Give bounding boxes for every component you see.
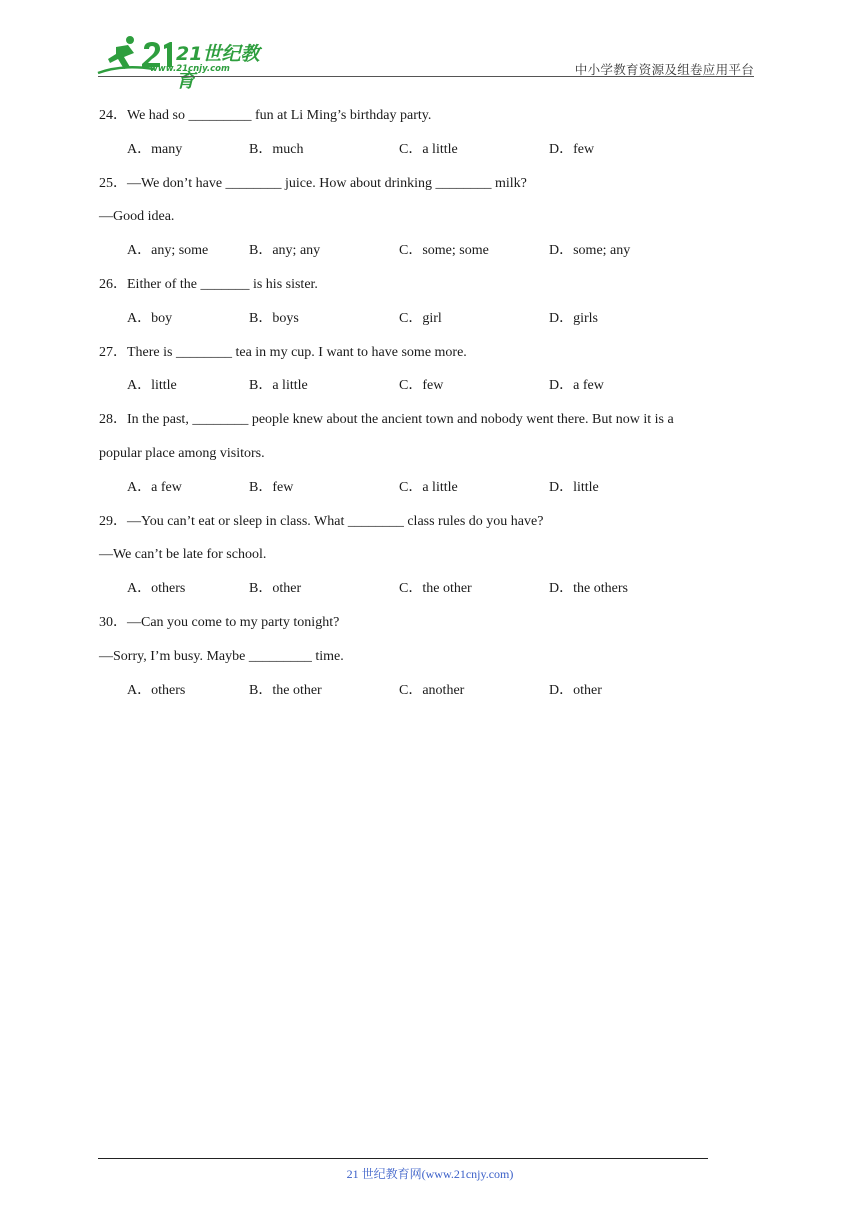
option-a: A．any; some: [127, 243, 209, 258]
question-25-response: —Good idea.: [99, 209, 175, 224]
option-b: B．a little: [249, 378, 308, 393]
option-d: D．a few: [549, 378, 604, 393]
option-b: B．any; any: [249, 243, 321, 258]
question-26-stem: 26．Either of the _______ is his sister.: [99, 277, 318, 292]
option-c: C．the other: [399, 581, 472, 596]
footer-link[interactable]: 21 世纪教育网(www.21cnjy.com): [346, 1167, 514, 1181]
footer-divider: [98, 1158, 708, 1159]
question-30-stem: 30．—Can you come to my party tonight?: [99, 615, 340, 630]
option-d: D．other: [549, 683, 602, 698]
site-logo: [94, 33, 264, 92]
question-28-stem-continued: popular place among visitors.: [99, 446, 265, 461]
option-c: C．a little: [399, 480, 458, 495]
option-c: C．a little: [399, 142, 458, 157]
option-d: D．some; any: [549, 243, 631, 258]
option-b: B．few: [249, 480, 294, 495]
question-28-stem: 28．In the past, ________ people knew about the ancient town and nobody went there. But now it is a: [99, 412, 674, 427]
option-c: C．some; some: [399, 243, 489, 258]
question-25-stem: 25．—We don’t have ________ juice. How about drinking ________ milk?: [99, 176, 527, 191]
question-24-stem: 24．We had so _________ fun at Li Ming’s birthday party.: [99, 108, 432, 123]
option-b: B．the other: [249, 683, 322, 698]
option-c: C．few: [399, 378, 444, 393]
option-a: A．boy: [127, 311, 173, 326]
platform-tagline: 中小学教育资源及组卷应用平台: [574, 63, 754, 77]
option-b: B．much: [249, 142, 304, 157]
question-27-stem: 27．There is ________ tea in my cup. I want to have some more.: [99, 345, 467, 360]
option-a: A．others: [127, 683, 186, 698]
option-b: B．other: [249, 581, 302, 596]
question-29-response: —We can’t be late for school.: [99, 547, 267, 562]
page-header: [0, 0, 860, 92]
option-d: D．few: [549, 142, 595, 157]
option-a: A．many: [127, 142, 183, 157]
option-a: A．others: [127, 581, 186, 596]
option-a: A．little: [127, 378, 177, 393]
option-d: D．girls: [549, 311, 598, 326]
logo-wordmark: 21世纪教育: [176, 43, 260, 92]
logo-url: www.21cnjy.com: [150, 64, 230, 74]
option-c: C．girl: [399, 311, 442, 326]
option-b: B．boys: [249, 311, 299, 326]
option-d: D．the others: [549, 581, 628, 596]
option-c: C．another: [399, 683, 465, 698]
question-29-stem: 29．—You can’t eat or sleep in class. What ________ class rules do you have?: [99, 514, 544, 529]
option-d: D．little: [549, 480, 599, 495]
header-divider: [98, 76, 754, 77]
option-a: A．a few: [127, 480, 182, 495]
question-30-response: —Sorry, I’m busy. Maybe _________ time.: [99, 649, 344, 664]
